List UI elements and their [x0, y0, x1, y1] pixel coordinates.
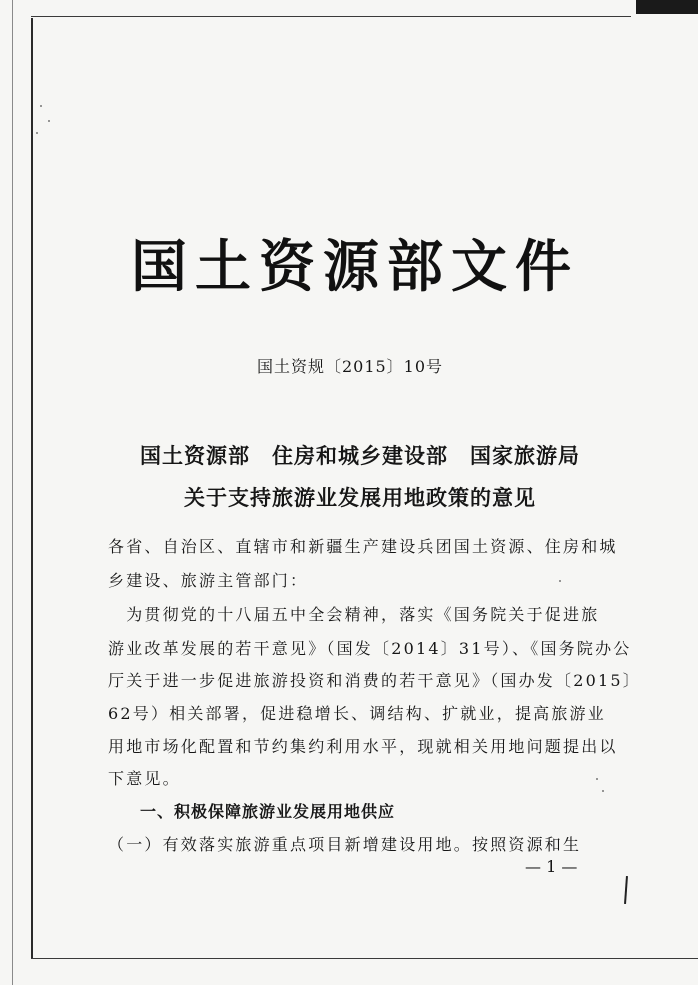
body-line: 厅关于进一步促进旅游投资和消费的若干意见》（国办发〔2015〕 [108, 671, 641, 690]
page-number: — 1 — [525, 857, 578, 876]
scan-corner-mark [636, 0, 698, 14]
scan-border-top [31, 16, 631, 17]
scan-speck [48, 120, 50, 122]
document-number: 国土资规〔2015〕10号 [256, 357, 444, 376]
scan-border-left [31, 18, 33, 958]
scan-speck [602, 790, 604, 792]
body-line: 各省、自治区、直辖市和新疆生产建设兵团国土资源、住房和城 [108, 537, 618, 556]
document-title-line-2: 关于支持旅游业发展用地政策的意见 [184, 485, 536, 510]
scan-stray-mark [624, 876, 628, 904]
body-line: 62号）相关部署，促进稳增长、调结构、扩就业，提高旅游业 [108, 704, 606, 723]
body-line: 游业改革发展的若干意见》（国发〔2014〕31号）、《国务院办公 [108, 639, 632, 658]
body-line: （一）有效落实旅游重点项目新增建设用地。按照资源和生 [108, 835, 582, 854]
scan-speck [36, 132, 38, 134]
body-line: 乡建设、旅游主管部门： [108, 571, 309, 590]
section-heading: 一、积极保障旅游业发展用地供应 [140, 802, 396, 821]
scan-border-bottom [31, 958, 698, 959]
body-line: 下意见。 [108, 769, 181, 788]
document-header-title: 国土资源部文件 [131, 234, 579, 300]
scan-edge-line [12, 0, 13, 985]
scan-speck [40, 105, 42, 107]
document-title-line-1: 国土资源部 住房和城乡建设部 国家旅游局 [140, 443, 580, 468]
body-line: 用地市场化配置和节约集约利用水平，现就相关用地问题提出以 [108, 737, 618, 756]
body-line: 为贯彻党的十八届五中全会精神，落实《国务院关于促进旅 [108, 605, 600, 624]
